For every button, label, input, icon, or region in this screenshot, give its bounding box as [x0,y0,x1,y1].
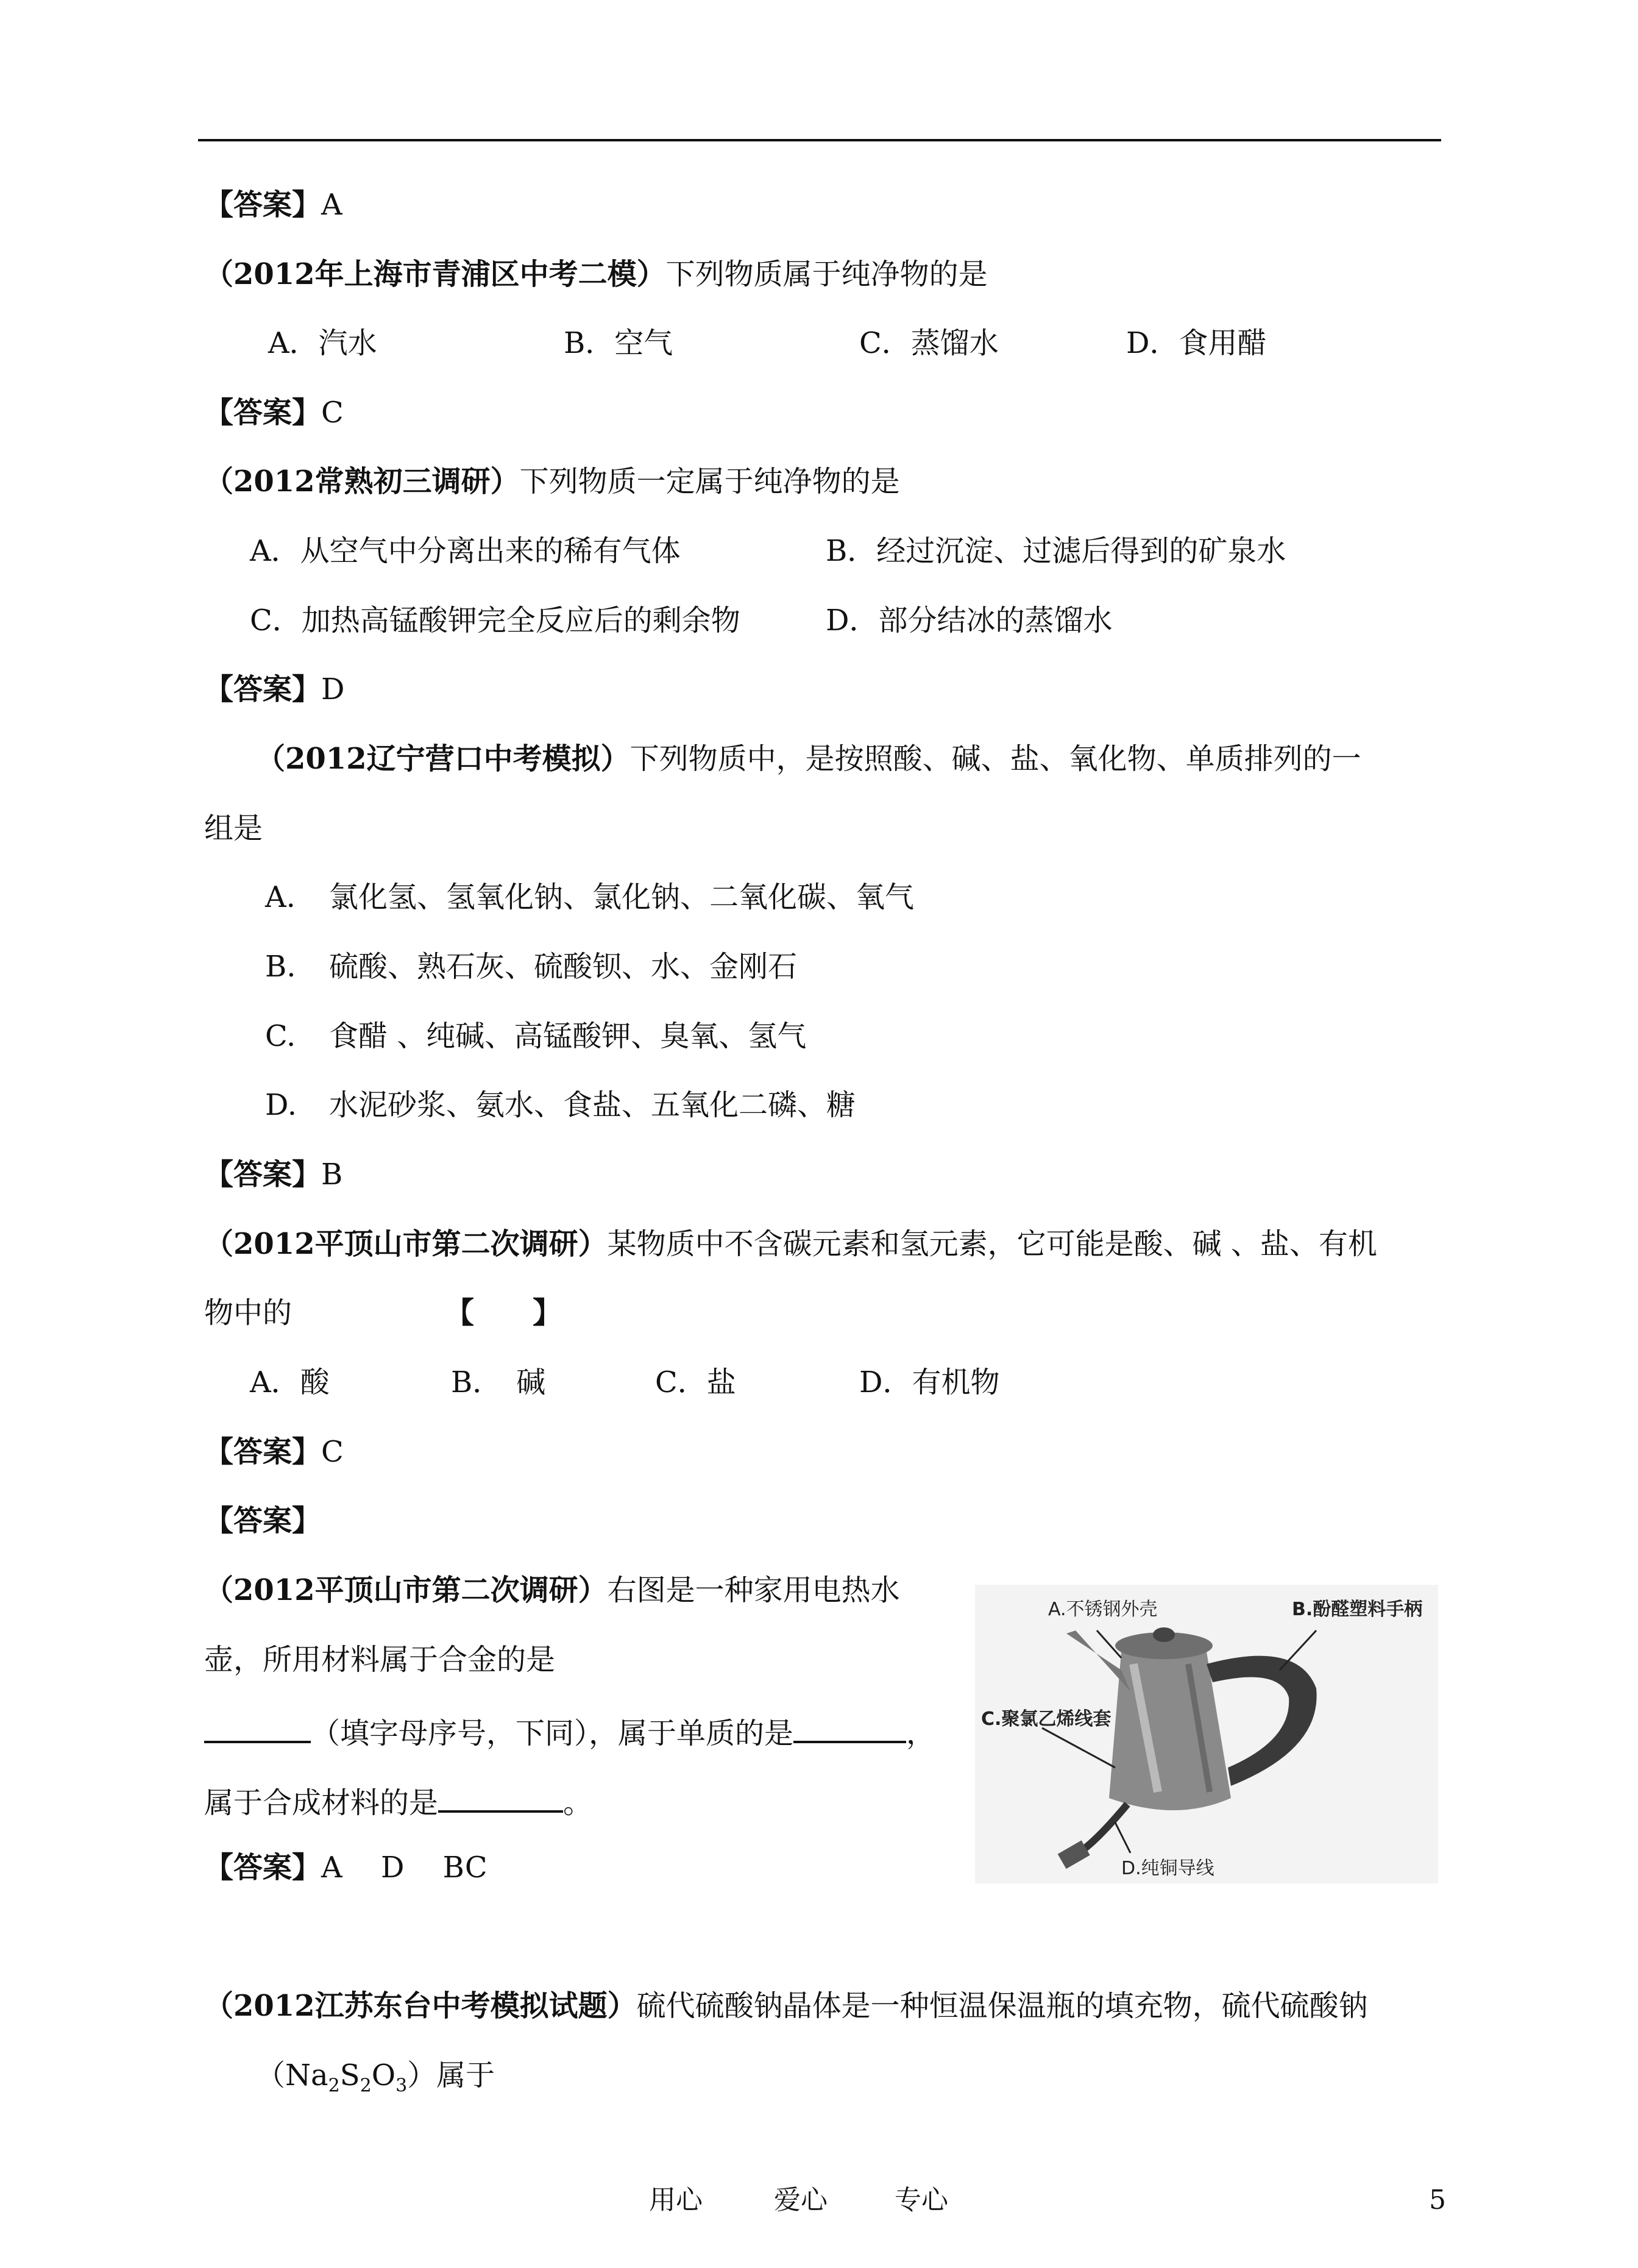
option-a: 氯化氢、氢氧化钠、氯化钠、二氧化碳、氧气 [329,880,915,914]
question-stem: 下列物质中，是按照酸、碱、盐、氧化物、单质排列的一 [629,742,1361,776]
question-stem: 下列物质属于纯净物的是 [665,257,988,291]
formula-sub: 2 [360,2075,372,2097]
question-source: （2012辽宁营口中考模拟） [256,742,630,776]
option-letter-a: A. [265,880,296,914]
question-stem: 某物质中不含碳元素和氢元素，它可能是酸、碱 、盐、有机 [607,1227,1377,1261]
option-d: 水泥砂浆、氨水、食盐、五氧化二磷、糖 [329,1088,856,1122]
formula-sub: 2 [328,2075,340,2097]
fill-text: （填字母序号，下同），属于单质的是 [311,1716,794,1751]
footer-text-2: 爱心 [774,2184,828,2216]
answer-line [204,187,342,223]
option-letter-b: B. [265,950,296,984]
question-stem: 右图是一种家用电热水 [607,1573,900,1607]
blank-alloy[interactable] [204,1710,311,1743]
question-5 [204,1572,900,1609]
question-2 [204,463,900,500]
question-stem: 下列物质一定属于纯净物的是 [519,464,900,499]
answer-line [204,1434,344,1470]
answer-value: C [321,396,344,430]
answer-label: 【答案】 [204,1157,322,1192]
question-4 [204,1226,1377,1262]
kettle-figure [975,1585,1438,1883]
question-source: （2012平顶山市第二次调研） [204,1227,608,1261]
option-c: C．加热高锰酸钾完全反应后的剩余物 [250,603,740,638]
answer-line [204,1849,488,1886]
question-source: （2012年上海市青浦区中考二模） [204,257,666,291]
fill-line-1 [204,1710,935,1752]
answer-value: D [321,672,345,706]
answer-value: B [321,1157,343,1192]
option-a: A．酸 [250,1365,330,1399]
option-c: C．盐 [655,1365,736,1399]
footer-text-1: 用心 [649,2184,703,2216]
option-d: D．有机物 [859,1365,1000,1399]
fill-text: 属于合成材料的是 [204,1786,439,1820]
option-c: 食醋 、纯碱、高锰酸钾、臭氧、氢气 [329,1019,807,1053]
blank-synthetic[interactable] [438,1780,563,1813]
footer-text-3: 专心 [895,2184,948,2216]
formula-part: （Na [256,2058,328,2092]
option-letter-d: D. [265,1088,297,1122]
question-6 [204,1988,1368,2024]
blank-element[interactable] [793,1710,906,1743]
page-number: 5 [1429,2184,1446,2216]
formula-part: ）属于 [407,2058,495,2092]
option-letter-c: C. [265,1019,296,1053]
formula-part: O [371,2058,396,2092]
answer-label-empty: 【答案】 [204,1504,322,1538]
header-rule [198,139,1441,141]
answer-label: 【答案】 [204,188,322,222]
question-stem-continued: 壶，所用材料属于合金的是 [204,1643,556,1677]
answer-label: 【答案】 [204,1850,322,1885]
option-d: D．食用醋 [1126,326,1267,360]
formula-line [256,2057,495,2097]
label-d: D.纯铜导线 [1121,1858,1214,1879]
label-b: B.酚醛塑料手柄 [1292,1599,1423,1620]
answer-line [204,671,345,708]
label-c: C.聚氯乙烯线套 [981,1708,1112,1730]
question-stem-tail: 物中的 [204,1296,292,1330]
option-a: A．汽水 [268,326,377,360]
answer-label: 【答案】 [204,1435,322,1469]
option-c: C．蒸馏水 [859,326,999,360]
formula-sub: 3 [395,2075,408,2097]
option-b: B． 碱 [451,1365,546,1399]
question-stem-continued: 组是 [204,811,263,845]
fill-punct: ， [906,1716,936,1751]
label-a: A.不锈钢外壳 [1048,1599,1158,1620]
answer-label: 【答案】 [204,672,322,706]
fill-punct: 。 [563,1786,593,1820]
question-3 [256,741,1361,777]
question-stem: 硫代硫酸钠晶体是一种恒温保温瓶的填充物，硫代硫酸钠 [636,1989,1368,2023]
option-b: 硫酸、熟石灰、硫酸钡、水、金刚石 [329,950,798,984]
formula-part: S [339,2058,360,2092]
option-d: D．部分结冰的蒸馏水 [826,603,1113,638]
answer-value: A [321,188,342,222]
fill-line-2 [204,1780,592,1821]
option-a: A．从空气中分离出来的稀有气体 [250,534,681,568]
question-stem-continued [204,1295,292,1331]
answer-line [204,394,344,431]
answer-line [204,1156,342,1193]
question-source: （2012平顶山市第二次调研） [204,1573,608,1607]
answer-bracket: 【 】 [445,1296,562,1330]
answer-label: 【答案】 [204,396,322,430]
question-source: （2012江苏东台中考模拟试题） [204,1989,637,2023]
answer-value: C [321,1435,344,1469]
question-1 [204,256,988,293]
answer-value: A D BC [321,1850,488,1885]
option-b: B．经过沉淀、过滤后得到的矿泉水 [826,534,1286,568]
question-source: （2012常熟初三调研） [204,464,520,499]
option-b: B．空气 [564,326,673,360]
